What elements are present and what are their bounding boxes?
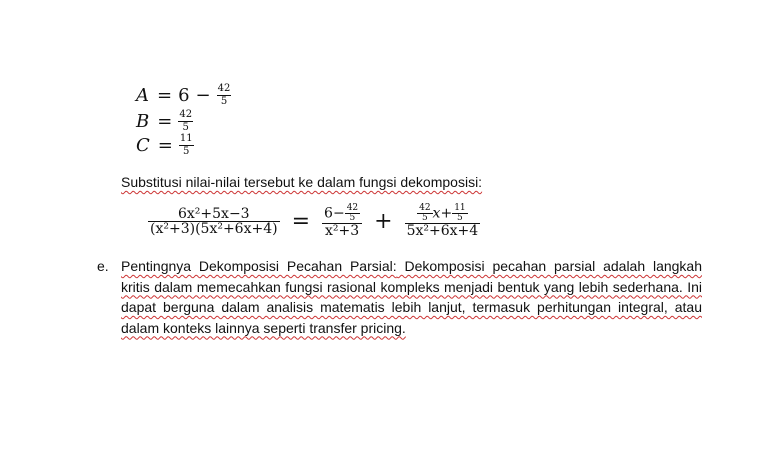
decomposition-term2-const-fraction bbox=[452, 204, 467, 223]
decomposition-term1-inner-numerator: 42 bbox=[346, 203, 359, 213]
decomposition-plus: + bbox=[374, 208, 393, 234]
decomposition-term1-whole: 6 bbox=[324, 205, 333, 222]
decomposition-term2-coef-numerator: 42 bbox=[419, 203, 431, 213]
equation-a-fraction bbox=[217, 84, 232, 107]
decomposition-term1-numerator bbox=[322, 204, 362, 224]
equation-a-lhs: A bbox=[136, 85, 149, 106]
equation-b bbox=[136, 110, 193, 133]
equation-c-numerator: 11 bbox=[179, 133, 193, 144]
equation-a-denominator: 5 bbox=[220, 96, 228, 107]
decomposition-term1-denominator: x²+3 bbox=[325, 223, 360, 239]
decomposition-term2-numerator bbox=[405, 204, 481, 224]
equation-b-lhs: B bbox=[136, 111, 150, 132]
equation-c-lhs: C bbox=[136, 135, 150, 156]
list-item-body: Dekomposisi pecahan parsial adalah langkah kritis dalam memecahkan fungsi rasional kompleks menjadi bentuk yang lebih sederhana. Ini dapat berguna dalam analisis matematis lebih lanjut, termasuk perhitungan integral, atau dalam konteks lainnya seperti transfer pricing. bbox=[121, 258, 702, 336]
equation-b-fraction bbox=[178, 110, 193, 133]
list-item-marker: e. bbox=[97, 258, 109, 274]
equation-c-denominator: 5 bbox=[183, 146, 190, 157]
equation-a-minus: − bbox=[195, 85, 211, 106]
equation-b-denominator: 5 bbox=[182, 122, 189, 133]
equation-a bbox=[136, 84, 231, 107]
list-item-title: Pentingnya Dekomposisi Pecahan Parsial: bbox=[121, 258, 397, 274]
decomposition-lhs-numerator: 6x²+5x−3 bbox=[148, 207, 280, 222]
equation-a-equals: = bbox=[157, 85, 173, 106]
equation-c bbox=[136, 134, 194, 157]
decomposition-equals: = bbox=[291, 208, 311, 234]
decomposition-term2-coef-denominator: 5 bbox=[421, 213, 428, 223]
equation-b-equals: = bbox=[157, 111, 173, 132]
decomposition-term2-const-numerator: 11 bbox=[454, 203, 466, 213]
decomposition-term2-denominator: 5x²+6x+4 bbox=[406, 223, 479, 239]
decomposition-term2-plus: + bbox=[440, 205, 453, 222]
decomposition-term1-fraction bbox=[322, 204, 362, 238]
decomposition-term2-fraction bbox=[405, 204, 481, 238]
decomposition-term1-minus: − bbox=[332, 205, 345, 222]
decomposition-lhs-fraction bbox=[148, 207, 280, 236]
decomposition-term2-coef-fraction bbox=[417, 204, 432, 223]
decomposition-lhs-denominator: (x²+3)(5x²+6x+4) bbox=[150, 220, 278, 237]
equation-b-numerator: 42 bbox=[179, 109, 193, 120]
decomposition-term2-const-denominator: 5 bbox=[457, 213, 463, 223]
decomposition-term1-inner-denominator: 5 bbox=[349, 213, 356, 223]
decomposition-term2-x: x bbox=[432, 205, 441, 222]
equation-c-fraction bbox=[179, 134, 194, 157]
equation-a-whole: 6 bbox=[178, 85, 190, 106]
list-item-paragraph bbox=[121, 256, 702, 338]
equation-a-numerator: 42 bbox=[217, 83, 231, 94]
substitution-text: Substitusi nilai-nilai tersebut ke dalam fungsi dekomposisi: bbox=[121, 174, 483, 190]
decomposition-term1-inner-fraction bbox=[345, 204, 360, 223]
decomposition-equation bbox=[148, 204, 480, 238]
equation-c-equals: = bbox=[157, 135, 173, 156]
